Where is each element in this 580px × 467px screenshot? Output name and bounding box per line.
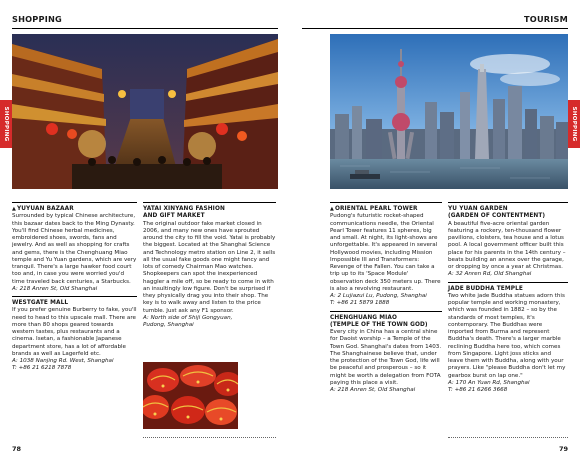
- triangle-icon: ▲: [330, 206, 334, 212]
- entry-phone: T: +86 21 5879 1888: [330, 300, 390, 307]
- entry-body: If you prefer genuine Burberry to fake, you'll need to head to this upscale mall. There are more than 80 shops geared towards western tastes, plus restaurants and a cinema. Isetan, a fashionable Japanese department store, has a lot of affordable brands as well as Lagerfeld etc.: [12, 307, 137, 357]
- yuyuan-bazaar-photo: [12, 34, 278, 189]
- lanterns-illustration: [143, 362, 238, 429]
- entry-rule: [143, 202, 276, 203]
- entry-title: WESTGATE MALL: [12, 300, 69, 306]
- entry-title: ▲ORIENTAL PEARL TOWER: [330, 206, 418, 212]
- right-column-1: [330, 202, 442, 394]
- section-header: TOURISM: [524, 14, 568, 24]
- entry-address: A: 32 Anren Rd, Old Shanghai: [448, 271, 532, 278]
- page-number: 78: [12, 445, 22, 453]
- entry-body: Every city in China has a central shine for Daoist worship – a Temple of the Town God. Shanghai's dates from 1403. The Shanghainese believe that, under the protection of the Town God, life will be peaceful and prosperous – so it might be worth a delegation from FOTA paying this place a visit.: [330, 329, 442, 386]
- entry-rule: [330, 202, 442, 203]
- footer-dotted-rule: [143, 437, 276, 438]
- entry-address: A: 218 Anren St, Old Shanghai: [330, 387, 416, 393]
- header-rule: [12, 28, 278, 29]
- left-column-1: [12, 202, 137, 373]
- entry-body: Two white jade Buddha statues adorn this popular temple and working monastery, which was founded in 1882 – so by the standards of most temples, it's contemporary. The Buddhas were imported from Burma and represent Buddha's death. There's a larger marble reclining Buddha here too, which comes from Singapore. Light joss sticks and leave them with Buddha, along with your prayers. Like "please Buddha don't let my gearbox burst on lap one.": [448, 292, 566, 379]
- left-column-2: [143, 202, 276, 329]
- entry-title-cont: AND GIFT MARKET: [143, 213, 205, 220]
- entry-address: A: North side of Shiji Gongyuan,: [143, 314, 233, 321]
- entry-title: ▲YUYUAN BAZAAR: [12, 206, 74, 212]
- entry-rule: [330, 311, 442, 312]
- entry-rule: [448, 282, 568, 283]
- entry-title-cont: (GARDEN OF CONTENTMENT): [448, 213, 546, 220]
- header-rule: [302, 28, 568, 29]
- entry-phone: T: +86 21 6218 7878: [12, 365, 72, 372]
- entry-title: JADE BUDDHA TEMPLE: [448, 285, 523, 292]
- footer-dotted-rule: [448, 437, 568, 438]
- entry-address: A: 2 Lujiazui Lu, Pudong, Shanghai: [330, 293, 427, 299]
- page-number: 79: [558, 445, 568, 453]
- entry-rule: [12, 296, 137, 297]
- bazaar-illustration: [12, 34, 278, 189]
- entry-body: The original outdoor fake market closed in 2006, and many new ones have sprouted around the city to fill the void. Yatai is probably the biggest. Located at the Shanghai Science and Technology metro station on Line 2, it sells all the usual fake goods one might fancy and lots of comedy Chairman Mao watches. Shopkeepers can spot the inexperienced haggler a mile off, so be ready to come in with an insultingly low figure. Don't be surprised if they physically drag you into their shop. The key is to walk away and listen to the price tumble. Just ask any F1 sponsor.: [143, 220, 276, 314]
- side-tab: [568, 100, 580, 148]
- lanterns-photo: [143, 362, 238, 429]
- entry-body: A beautiful five-acre oriental garden featuring a rockery, ten-thousand flower pavilions, cloisters, tea house and a lotus pool. A local government officer built this place for his parents in the 14th century – beats building an annex over the garage, or dropping by once a year at Christmas.: [448, 220, 566, 270]
- skyline-illustration: [330, 34, 568, 189]
- triangle-icon: ▲: [12, 206, 16, 212]
- entry-address: A: 218 Anren St, Old Shanghai: [12, 285, 98, 292]
- entry-title: YATAI XINYANG FASHION: [143, 206, 225, 212]
- entry-title-cont: (TEMPLE OF THE TOWN GOD): [330, 321, 428, 328]
- entry-title: CHENGHUANG MIAO: [330, 314, 398, 321]
- right-page: [290, 0, 580, 467]
- entry-address: A: 170 An Yuan Rd, Shanghai: [448, 379, 530, 386]
- entry-rule: [12, 202, 137, 203]
- entry-phone: T: +86 21 6266 3668: [448, 387, 508, 393]
- side-tab-label: SHOPPING: [571, 106, 577, 142]
- section-header: SHOPPING: [12, 14, 62, 24]
- entry-title: YU YUAN GARDEN: [448, 206, 508, 212]
- shanghai-skyline-photo: [330, 34, 568, 189]
- entry-rule: [448, 202, 568, 203]
- side-tab: [0, 100, 12, 148]
- side-tab-label: SHOPPING: [3, 106, 9, 142]
- right-column-2: [448, 202, 568, 394]
- entry-address-cont: Pudong, Shanghai: [143, 322, 194, 328]
- entry-address: A: 1038 Nanjing Rd. West, Shanghai: [12, 358, 114, 364]
- entry-body: Pudong's futuristic rocket-shaped communications needle, the Oriental Pearl Tower features 11 spheres, big and small. At night, its light-shows are unforgettable. It's appeared in several Hollywood movies, including Mission Impossible III and Transformers: Revenge of the Fallen. You can take a trip up to its 'Space Module' observation deck 350 meters up. There is also a revolving restaurant.: [330, 213, 441, 292]
- entry-body: Surrounded by typical Chinese architecture, this bazaar dates back to the Ming Dynasty. You'll find Chinese herbal medicines, embroidered shoes, swords, fans and jewelry. And as well as shopping for crafts and gems, there is the Chenghuang Miao temple and Yu Yuan gardens, which are very tranquil. There's a large hawker food court too and, in case you were worried you'd time traveled back centuries, a Starbucks.: [12, 213, 137, 285]
